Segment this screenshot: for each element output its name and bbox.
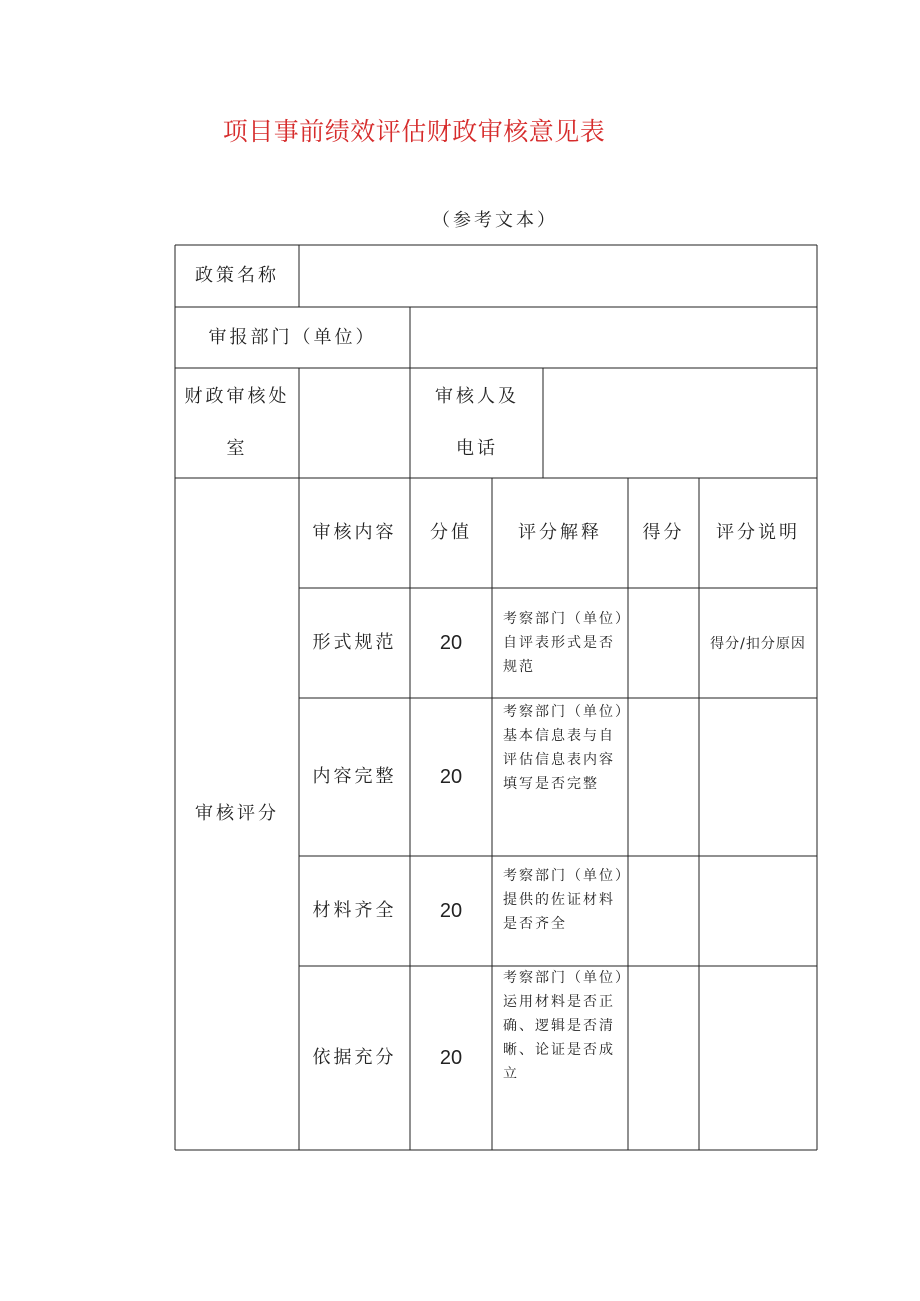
document-title: 项目事前绩效评估财政审核意见表 bbox=[222, 117, 606, 146]
row-notes[interactable] bbox=[699, 698, 817, 856]
policy-name-label: 政策名称 bbox=[195, 265, 279, 286]
row-score-field[interactable] bbox=[628, 966, 699, 1150]
header-explanation: 评分解释 bbox=[518, 522, 602, 543]
row-content: 依据充分 bbox=[312, 1047, 397, 1068]
row-score-field[interactable] bbox=[628, 856, 699, 966]
document-subtitle: （参考文本） bbox=[432, 210, 558, 231]
scoring-section-label: 审核评分 bbox=[195, 803, 279, 824]
header-score: 得分 bbox=[642, 522, 685, 543]
header-notes: 评分说明 bbox=[716, 522, 800, 543]
row-score-field[interactable] bbox=[628, 588, 699, 698]
row-explanation: 考察部门（单位）运用材料是否正确、逻辑是否清晰、论证是否成立 bbox=[503, 970, 624, 1082]
row-explanation: 考察部门（单位）提供的佐证材料是否齐全 bbox=[503, 868, 624, 932]
row-content: 形式规范 bbox=[312, 632, 397, 653]
reviewer-label: 审核人及电话 bbox=[435, 386, 519, 459]
row-points: 20 bbox=[439, 766, 463, 788]
reviewer-field[interactable] bbox=[543, 368, 817, 478]
policy-name-field[interactable] bbox=[299, 245, 817, 307]
row-notes[interactable]: 得分/扣分原因 bbox=[710, 636, 806, 652]
finance-office-field[interactable] bbox=[299, 368, 410, 478]
header-points: 分值 bbox=[430, 522, 472, 543]
row-explanation: 考察部门（单位）自评表形式是否规范 bbox=[503, 611, 624, 675]
row-points: 20 bbox=[439, 632, 463, 654]
row-notes[interactable] bbox=[699, 856, 817, 966]
row-notes[interactable] bbox=[699, 966, 817, 1150]
row-score-field[interactable] bbox=[628, 698, 699, 856]
department-field[interactable] bbox=[410, 307, 817, 368]
row-points: 20 bbox=[439, 900, 463, 922]
row-points: 20 bbox=[439, 1047, 463, 1069]
row-content: 内容完整 bbox=[312, 766, 397, 787]
row-explanation: 考察部门（单位）基本信息表与自评估信息表内容填写是否完整 bbox=[503, 704, 624, 792]
row-content: 材料齐全 bbox=[312, 900, 397, 921]
header-content: 审核内容 bbox=[312, 522, 397, 543]
finance-office-label: 财政审核处室 bbox=[184, 386, 290, 459]
department-label: 审报部门（单位） bbox=[208, 326, 377, 348]
